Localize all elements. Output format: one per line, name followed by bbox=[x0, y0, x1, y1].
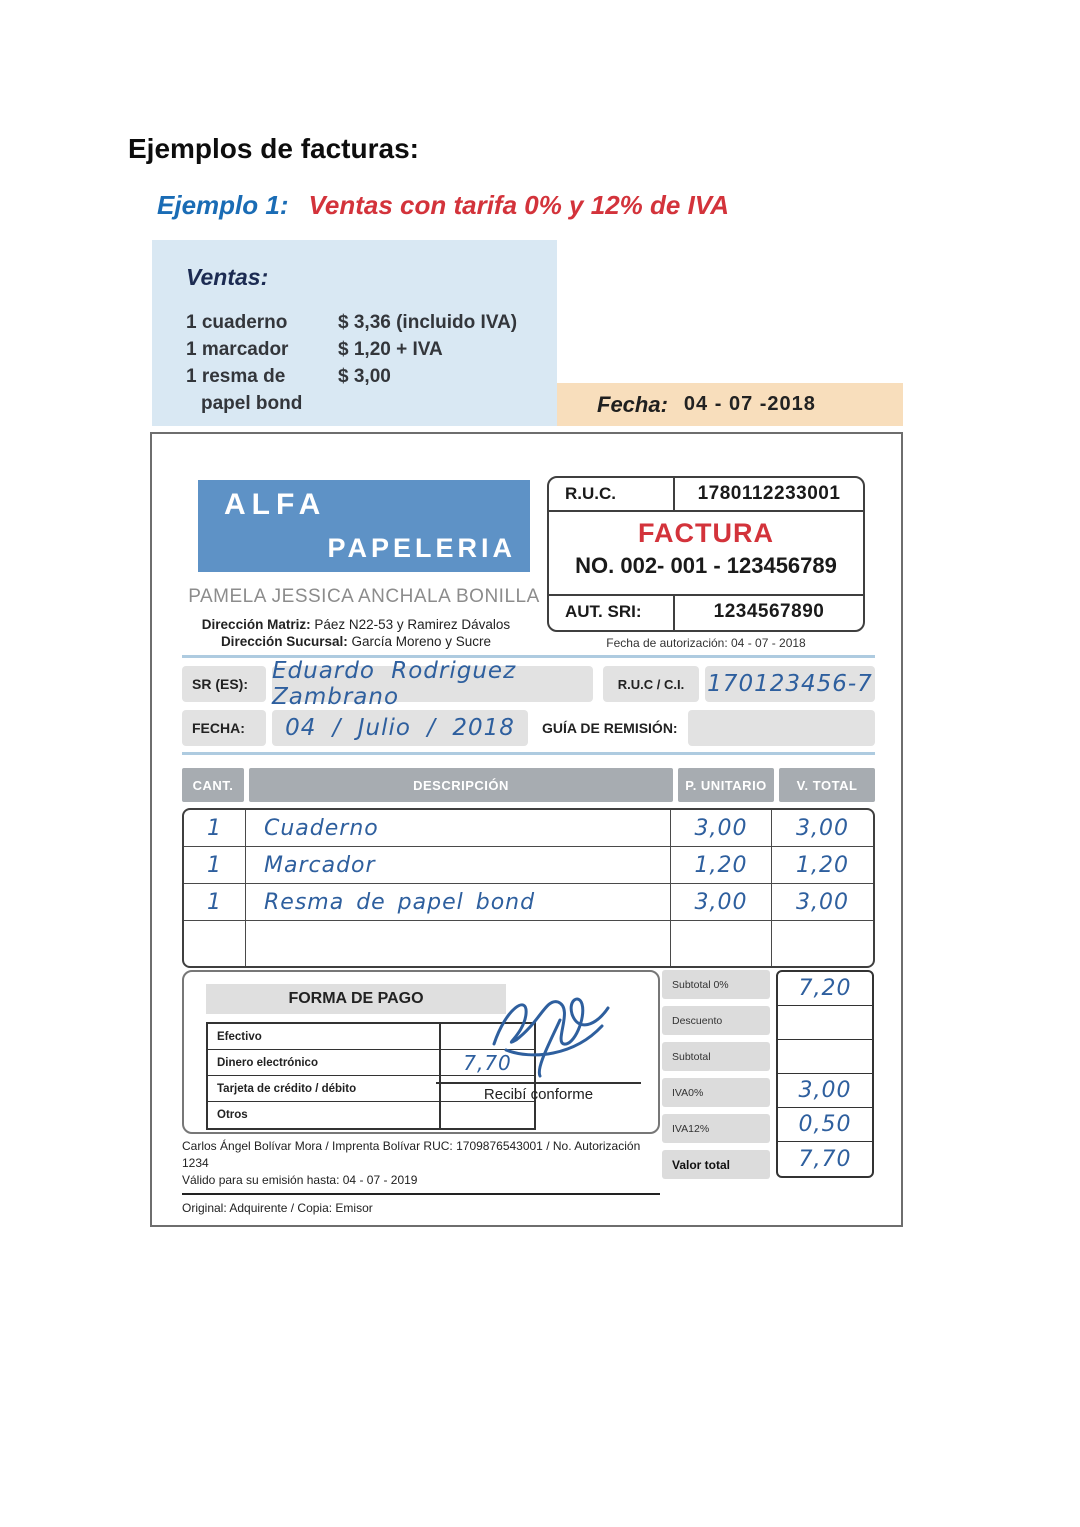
table-row-empty bbox=[184, 921, 873, 966]
cell-cant bbox=[184, 884, 246, 920]
address-sucursal-label: Dirección Sucursal: bbox=[220, 634, 348, 649]
cell-cant bbox=[184, 810, 246, 846]
ventas-item bbox=[186, 363, 557, 390]
header-descripcion: DESCRIPCIÓN bbox=[249, 768, 673, 802]
cell-desc bbox=[246, 810, 671, 846]
desc-value: Cuaderno bbox=[264, 815, 379, 841]
cell-unit bbox=[671, 810, 772, 846]
cell-total bbox=[772, 921, 873, 966]
ruc-value: 1780112233001 bbox=[697, 483, 841, 504]
forma-de-pago-heading: FORMA DE PAGO bbox=[206, 984, 506, 1014]
ventas-summary-box bbox=[152, 240, 557, 426]
authorization-date: Fecha de autorización: 04 - 07 - 2018 bbox=[606, 636, 806, 650]
payment-label: Tarjeta de crédito / débito bbox=[217, 1082, 357, 1095]
page-title: Ejemplos de facturas: bbox=[128, 133, 419, 164]
ventas-item bbox=[186, 336, 557, 363]
total-value-cell bbox=[778, 1142, 872, 1176]
example-heading bbox=[157, 190, 729, 221]
payment-label: Otros bbox=[217, 1109, 248, 1121]
header-cant: CANT. bbox=[182, 768, 244, 802]
total-value-cell bbox=[778, 1040, 872, 1074]
total-label: IVA0% bbox=[662, 1078, 770, 1107]
fecha-label: FECHA: bbox=[182, 710, 266, 746]
total-value: 3,00 bbox=[798, 1078, 852, 1103]
ventas-item-name: 1 cuaderno bbox=[186, 312, 288, 333]
valid-until: Válido para su emisión hasta: 04 - 07 - 2019 bbox=[182, 1173, 418, 1187]
ventas-item-name: 1 resma de bbox=[186, 366, 286, 387]
customer-row bbox=[182, 658, 875, 710]
total-value: 0,50 bbox=[798, 1112, 852, 1137]
unit-value: 1,20 bbox=[694, 852, 748, 878]
signature-scribble-icon bbox=[484, 986, 619, 1078]
unit-value: 3,00 bbox=[694, 815, 748, 841]
address-block bbox=[166, 616, 546, 650]
cell-unit bbox=[671, 921, 772, 966]
totals-value-column bbox=[776, 970, 874, 1178]
cant-value: 1 bbox=[207, 889, 222, 915]
address-matriz-label: Dirección Matriz: bbox=[201, 617, 311, 632]
total-value: 3,00 bbox=[796, 889, 849, 915]
total-value-cell bbox=[778, 1108, 872, 1142]
cell-desc bbox=[246, 921, 671, 966]
fecha-banner bbox=[557, 383, 903, 426]
cell-unit bbox=[671, 884, 772, 920]
fecha-banner-value: 04 - 07 -2018 bbox=[683, 393, 816, 415]
total-value: 1,20 bbox=[796, 852, 849, 878]
total-value-cell bbox=[778, 972, 872, 1006]
total-label: Descuento bbox=[662, 1006, 770, 1035]
fecha-banner-label: Fecha: bbox=[597, 391, 668, 417]
header-p-unitario: P. UNITARIO bbox=[678, 768, 774, 802]
logo-text-line2: PAPELERIA bbox=[327, 533, 516, 563]
payment-value-cell bbox=[439, 1102, 534, 1128]
total-value: 7,70 bbox=[798, 1146, 852, 1172]
date-row bbox=[182, 710, 875, 746]
ci-field bbox=[705, 666, 875, 702]
cell-unit bbox=[671, 847, 772, 883]
total-value-cell bbox=[778, 1074, 872, 1108]
cell-desc bbox=[246, 847, 671, 883]
total-value: 3,00 bbox=[796, 815, 849, 841]
company-logo bbox=[198, 480, 530, 572]
header-v-total: V. TOTAL bbox=[779, 768, 875, 802]
ventas-item bbox=[186, 390, 557, 417]
address-matriz bbox=[166, 616, 546, 633]
cell-total bbox=[772, 810, 873, 846]
table-row bbox=[184, 884, 873, 921]
table-row bbox=[184, 810, 873, 847]
owner-name: PAMELA JESSICA ANCHALA BONILLA bbox=[188, 586, 540, 607]
items-table-header bbox=[182, 768, 875, 802]
payment-label: Efectivo bbox=[217, 1030, 262, 1043]
payment-signature-box bbox=[182, 970, 660, 1134]
example-label: Ejemplo 1: bbox=[157, 190, 289, 220]
address-sucursal-value: García Moreno y Sucre bbox=[351, 634, 492, 649]
total-label: Subtotal bbox=[662, 1042, 770, 1071]
cell-cant bbox=[184, 847, 246, 883]
cell-total bbox=[772, 847, 873, 883]
total-value-cell bbox=[778, 1006, 872, 1040]
cell-total bbox=[772, 884, 873, 920]
customer-name-field bbox=[272, 658, 593, 710]
cell-cant bbox=[184, 921, 246, 966]
unit-value: 3,00 bbox=[694, 889, 748, 915]
logo-text-line1: ALFA bbox=[224, 488, 327, 521]
ci-value: 170123456-7 bbox=[707, 671, 873, 697]
ventas-heading: Ventas: bbox=[186, 264, 269, 290]
ventas-item-name: papel bond bbox=[201, 393, 303, 414]
address-matriz-value: Páez N22-53 y Ramirez Dávalos bbox=[314, 617, 511, 632]
copies-info: Original: Adquirente / Copia: Emisor bbox=[182, 1201, 373, 1215]
aut-sri-row bbox=[549, 596, 863, 630]
table-row bbox=[184, 847, 873, 884]
printer-info: Carlos Ángel Bolívar Mora / Imprenta Bolívar RUC: 1709876543001 / No. Autorización 1234 bbox=[182, 1139, 641, 1170]
ruc-row bbox=[549, 478, 863, 512]
aut-sri-value: 1234567890 bbox=[713, 601, 825, 622]
desc-value: Resma de papel bond bbox=[264, 889, 536, 915]
ruc-factura-box bbox=[547, 476, 865, 632]
address-sucursal bbox=[166, 633, 546, 650]
ventas-item bbox=[186, 309, 557, 336]
invoice-footer bbox=[182, 1138, 662, 1217]
desc-value: Marcador bbox=[264, 852, 376, 878]
cant-value: 1 bbox=[207, 852, 222, 878]
fecha-value: 04 / Julio / 2018 bbox=[285, 715, 515, 741]
items-table-body bbox=[182, 808, 875, 968]
footer-rule bbox=[182, 1193, 660, 1195]
example-title: Ventas con tarifa 0% y 12% de IVA bbox=[308, 190, 729, 220]
total-label: IVA12% bbox=[662, 1114, 770, 1143]
cell-desc bbox=[246, 884, 671, 920]
payment-value: 7,70 bbox=[463, 1050, 512, 1075]
ventas-item-price: $ 1,20 + IVA bbox=[338, 339, 443, 360]
doc-type: FACTURA bbox=[638, 518, 774, 548]
payment-label: Dinero electrónico bbox=[217, 1056, 318, 1069]
guia-label: GUÍA DE REMISIÓN: bbox=[542, 720, 678, 736]
ci-label: R.U.C / C.I. bbox=[603, 666, 699, 702]
payment-row bbox=[208, 1102, 534, 1128]
aut-sri-label: AUT. SRI: bbox=[549, 596, 675, 630]
signature-caption: Recibí conforme bbox=[483, 1086, 594, 1103]
fecha-field bbox=[272, 710, 528, 746]
ventas-item-price: $ 3,36 (incluido IVA) bbox=[338, 312, 518, 333]
separator-line bbox=[182, 752, 875, 755]
sr-label: SR (ES): bbox=[182, 666, 266, 702]
totals-section bbox=[662, 970, 874, 1186]
invoice-number: NO. 002- 001 - 123456789 bbox=[575, 553, 837, 578]
guia-field bbox=[688, 710, 875, 746]
cant-value: 1 bbox=[207, 815, 222, 841]
total-label: Subtotal 0% bbox=[662, 970, 770, 999]
ventas-item-price: $ 3,00 bbox=[338, 366, 391, 387]
factura-block bbox=[549, 512, 863, 596]
customer-name: Eduardo Rodriguez Zambrano bbox=[272, 658, 517, 710]
ventas-item-name: 1 marcador bbox=[186, 339, 289, 360]
invoice bbox=[150, 432, 903, 1227]
total-value: 7,20 bbox=[798, 976, 852, 1001]
signature-line bbox=[436, 1082, 641, 1084]
total-label-valor-total: Valor total bbox=[662, 1150, 770, 1179]
ruc-label: R.U.C. bbox=[549, 478, 675, 510]
